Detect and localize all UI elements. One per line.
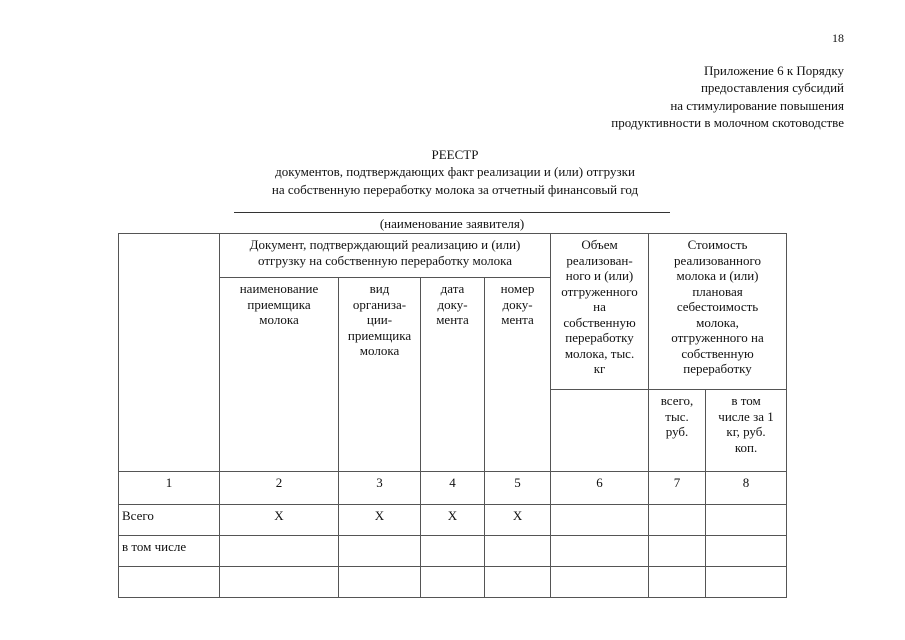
column-number: 7 [649,472,706,505]
table-cell [220,536,339,567]
header-doc-number: номер доку- мента [485,278,551,472]
table-cell [339,536,421,567]
header-receiver-name: наименование приемщика молока [220,278,339,472]
header-doc-date: дата доку- мента [421,278,485,472]
appendix-reference [611,62,844,131]
table-cell: Х [485,505,551,536]
column-number-row [119,472,787,505]
header-cost-group: Стоимость реализованного молока и (или) плановая себестоимость молока, отгруженного на собственную переработку [649,234,787,390]
table-row [119,536,787,567]
column-number: 6 [551,472,649,505]
column-number: 2 [220,472,339,505]
table-cell: Х [339,505,421,536]
registry-table [118,233,787,598]
column-number: 8 [706,472,787,505]
table-row [119,567,787,598]
table-cell [649,567,706,598]
header-cost-total: всего, тыс. руб. [649,390,706,472]
table-cell [649,536,706,567]
header-receiver-type: вид организа- ции- приемщика молока [339,278,421,472]
appendix-line: продуктивности в молочном скотоводстве [611,114,844,130]
table-cell [421,567,485,598]
header-label-cell [119,234,220,472]
title-line: на собственную переработку молока за отчетный финансовый год [271,181,639,197]
table-cell [551,567,649,598]
title-line: документов, подтверждающих факт реализации и (или) отгрузки [275,164,635,180]
applicant-fill-line [234,212,670,213]
column-number: 3 [339,472,421,505]
column-number: 4 [421,472,485,505]
row-label: Всего [119,505,220,536]
row-label [119,567,220,598]
header-cost-per-kg: в том числе за 1 кг, руб. коп. [706,390,787,472]
appendix-line: предоставления субсидий [700,80,844,96]
header-document-group: Документ, подтверждающий реализацию и (или) отгрузку на собственную переработку молока [220,234,551,278]
table-cell [649,505,706,536]
table-cell [551,505,649,536]
column-number: 1 [119,472,220,505]
table-row [119,505,787,536]
table-cell [220,567,339,598]
table-cell [339,567,421,598]
title-heading: РЕЕСТР [431,147,479,162]
applicant-caption: (наименование заявителя) [379,216,525,231]
table-cell: Х [421,505,485,536]
row-label: в том числе [119,536,220,567]
table-cell [485,567,551,598]
page-number: 18 [832,31,844,45]
table-cell [485,536,551,567]
header-volume: Объем реализован- ного и (или) отгруженного на собственную переработку молока, тыс. кг [551,234,649,390]
header-volume-cont [551,390,649,472]
header-row [119,234,787,278]
document-title [205,146,705,198]
appendix-line: Приложение 6 к Порядку [704,63,844,78]
table-cell [551,536,649,567]
table-cell [706,567,787,598]
table-cell [706,505,787,536]
table-cell [706,536,787,567]
column-number: 5 [485,472,551,505]
appendix-line: на стимулирование повышения [670,97,844,113]
table-cell: Х [220,505,339,536]
table-cell [421,536,485,567]
